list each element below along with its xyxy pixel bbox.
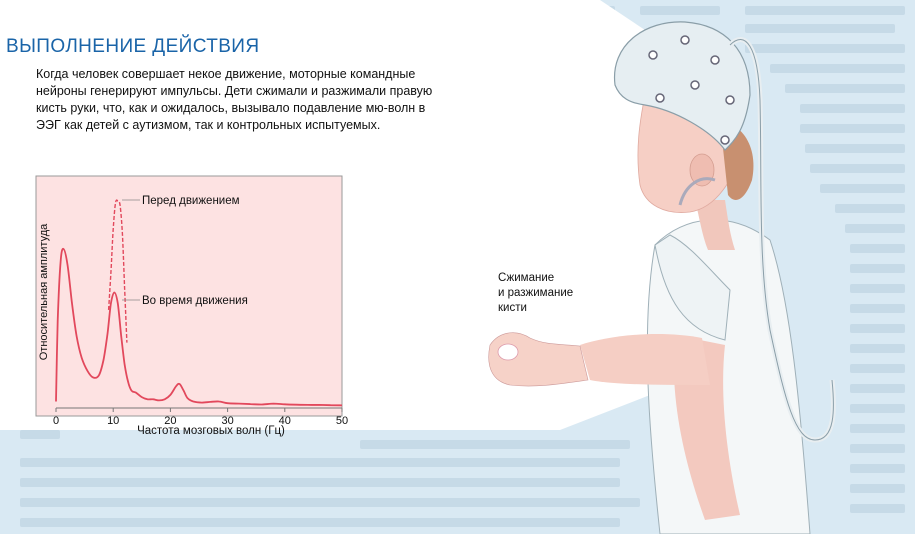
x-tick-label: 50 [335,415,349,427]
eeg-chart [0,170,360,437]
x-tick-label: 10 [107,415,120,427]
illustration-caption-2: и разжимание [498,287,574,299]
series-label-before-movement: Перед движением [142,195,240,207]
x-tick-label: 30 [221,415,234,427]
series-label-during-movement: Во время движения [142,295,248,307]
x-tick-label: 0 [52,415,60,427]
figure-description: Когда человек совершает некое движение, моторные командные нейроны генерируют импульсы. Дети сжимали и разжимали правую кисть руки, что, как и ожидалось, вызывало подавление мю-волн в ЭЭГ как детей с аутизмом, так и контрольных испытуемых. [36,67,433,132]
x-tick-label: 20 [164,415,177,427]
y-axis-label: Относительная амплитуда [38,223,50,361]
x-axis-label: Частота мозговых волн (Гц) [137,425,285,437]
illustration-caption-3: кисти [498,302,527,314]
figure-title: ВЫПОЛНЕНИЕ ДЕЙСТВИЯ [6,36,260,57]
x-tick-label: 40 [278,415,291,427]
illustration-caption-1: Сжимание [498,272,555,284]
child-illustration [440,0,915,534]
